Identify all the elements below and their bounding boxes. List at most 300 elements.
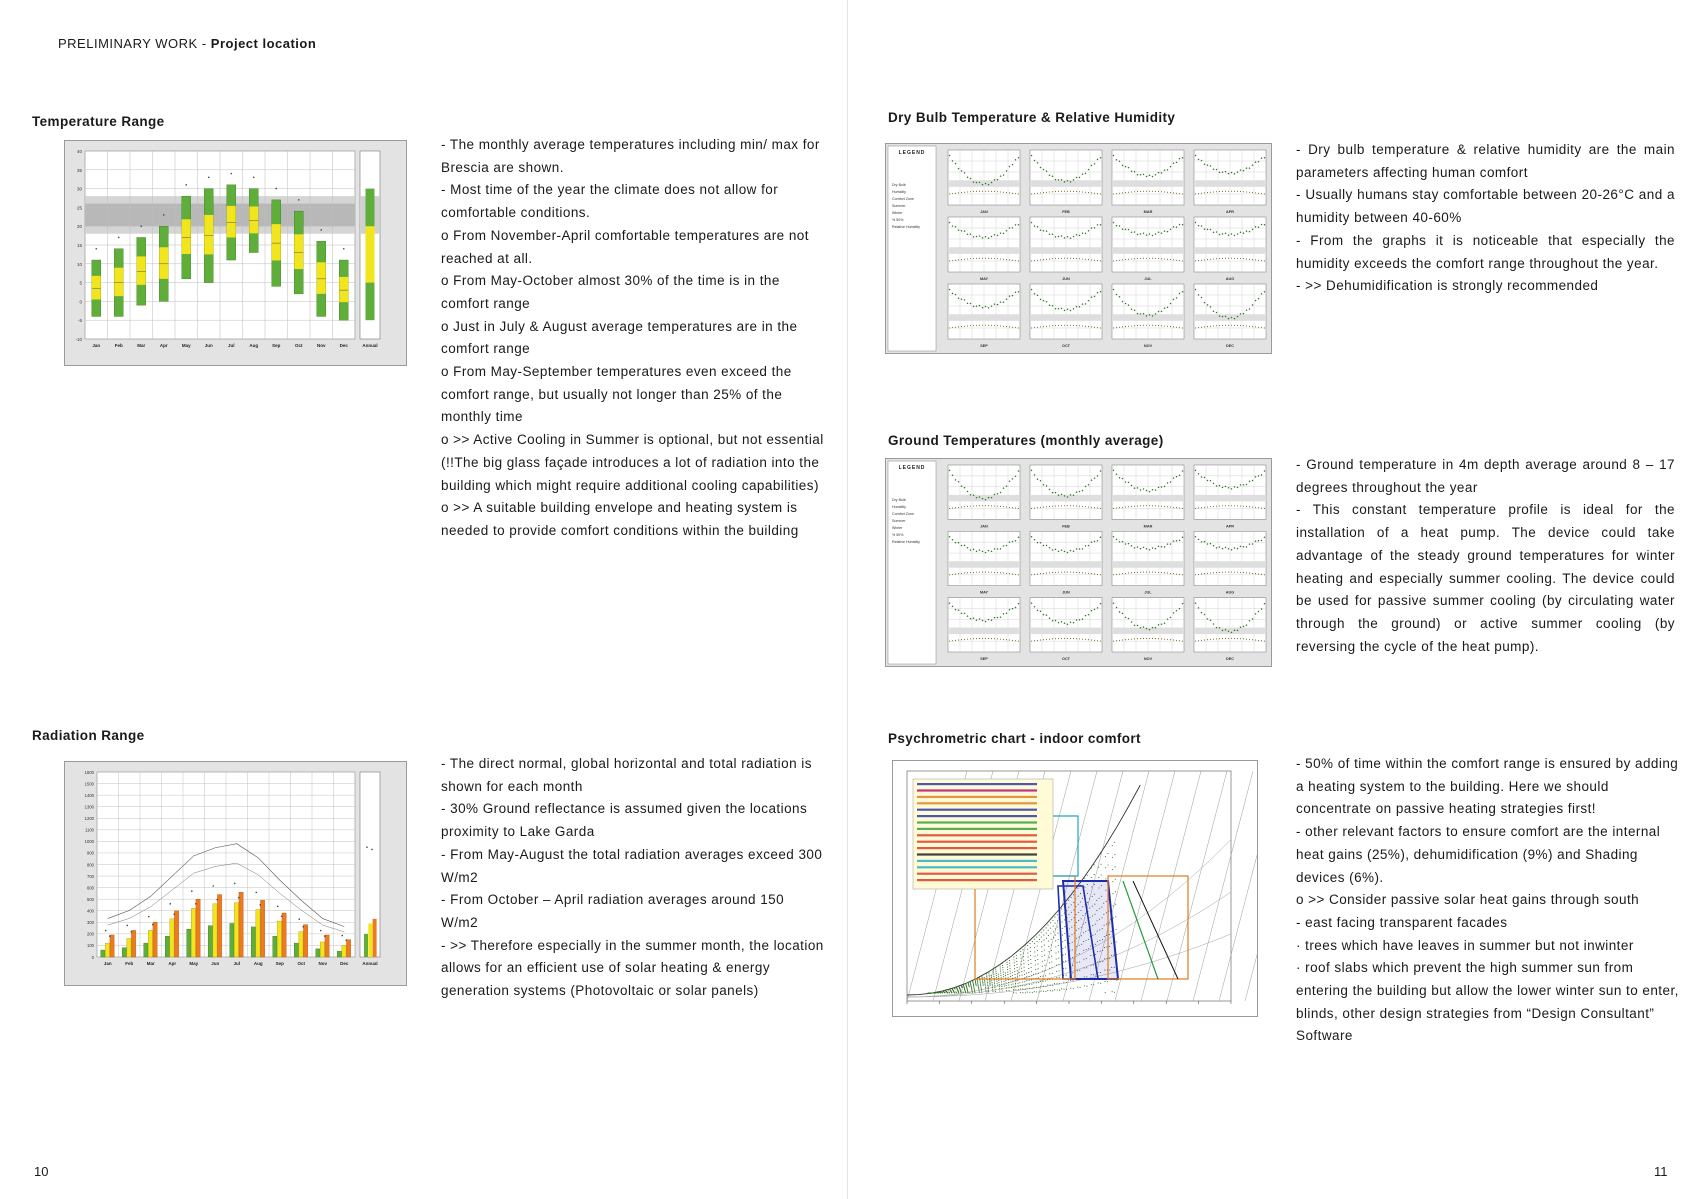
climate-hour-point <box>955 991 956 992</box>
humidity-point <box>1167 618 1169 620</box>
climate-hour-point <box>988 991 989 992</box>
temperature-point <box>1149 191 1150 192</box>
strategy-row <box>917 796 1037 798</box>
humidity-point <box>961 545 963 547</box>
humidity-point <box>1243 546 1245 548</box>
temperature-point <box>1146 258 1147 259</box>
psychrometric-chart <box>892 760 1258 1017</box>
month-label: JUN <box>1062 277 1070 281</box>
y-tick-label: 200 <box>87 931 94 937</box>
climate-hour-point <box>1041 937 1042 938</box>
radiation-bar <box>208 926 212 957</box>
radiation-bar <box>217 895 221 957</box>
climate-hour-point <box>1051 967 1052 968</box>
climate-hour-point <box>1028 972 1029 973</box>
month-label: Dec <box>340 961 349 966</box>
temperature-point <box>1043 639 1044 640</box>
humidity-point <box>1195 155 1197 157</box>
humidity-point <box>1164 230 1166 232</box>
temperature-point <box>1152 258 1153 259</box>
month-label: MAR <box>1143 524 1153 529</box>
climate-hour-point <box>1008 985 1009 986</box>
humidity-point <box>1031 222 1033 224</box>
humidity-point <box>1018 291 1020 293</box>
climate-hour-point <box>1048 930 1049 931</box>
humidity-point <box>1052 492 1054 494</box>
temperature-point <box>1097 327 1098 328</box>
temperature-point <box>1210 506 1211 507</box>
temperature-point <box>1204 640 1205 641</box>
climate-hour-point <box>1045 980 1046 981</box>
humidity-point <box>1198 607 1200 609</box>
humidity-point <box>1255 226 1257 228</box>
humidity-point <box>994 179 996 181</box>
temperature-point <box>1006 326 1007 327</box>
temperature-point <box>985 325 986 326</box>
humidity-point <box>1258 226 1260 228</box>
humidity-point <box>1228 548 1230 550</box>
temperature-point <box>1164 325 1165 326</box>
temperature-point <box>1152 325 1153 326</box>
radiation-point <box>259 904 261 906</box>
climate-hour-point <box>1005 980 1006 981</box>
climate-hour-point <box>1055 923 1056 924</box>
climate-hour-point <box>1008 982 1009 983</box>
temperature-point <box>1094 327 1095 328</box>
humidity-point <box>949 470 951 472</box>
humidity-point <box>973 236 975 238</box>
temperature-point <box>1006 259 1007 260</box>
temperature-point <box>1243 325 1244 326</box>
humidity-point <box>1222 316 1224 318</box>
temperature-point <box>1231 258 1232 259</box>
humidity-point <box>1052 549 1054 551</box>
climate-hour-point <box>1048 940 1049 941</box>
temperature-point <box>1246 325 1247 326</box>
climate-hour-point <box>1015 983 1016 984</box>
y-tick-label: 10 <box>76 261 82 267</box>
temperature-point <box>961 573 962 574</box>
temperature-point <box>1176 574 1177 575</box>
temperature-point <box>1058 325 1059 326</box>
temperature-point <box>976 572 977 573</box>
humidity-point <box>1134 231 1136 233</box>
temperature-point <box>1240 638 1241 639</box>
drybulb-title: Dry Bulb Temperature & Relative Humidity <box>888 110 1176 125</box>
temperature-point <box>1225 505 1226 506</box>
climate-hour-point <box>1055 928 1056 929</box>
humidity-point <box>1137 234 1139 236</box>
temperature-point <box>1240 191 1241 192</box>
climate-hour-point <box>963 984 964 985</box>
climate-hour-point <box>1013 992 1014 993</box>
temperature-point <box>1119 574 1120 575</box>
temperature-point <box>1070 325 1071 326</box>
climate-hour-point <box>980 983 981 984</box>
humidity-point <box>1167 169 1169 171</box>
paragraph: - >> Dehumidification is strongly recommended <box>1296 278 1599 294</box>
temperature-point <box>955 640 956 641</box>
temperature-point <box>1264 260 1265 261</box>
climate-hour-point <box>997 985 998 986</box>
temperature-point <box>1097 260 1098 261</box>
radiation-bar <box>303 925 307 957</box>
humidity-point <box>985 621 987 623</box>
y-tick-label: 1500 <box>84 781 94 787</box>
humidity-point <box>979 549 981 551</box>
temperature-point <box>1261 574 1262 575</box>
radiation-point <box>281 916 283 918</box>
climate-hour-point <box>993 976 994 977</box>
y-tick-label: 900 <box>87 850 94 856</box>
climate-hour-point <box>1021 968 1022 969</box>
climate-hour-point <box>987 983 988 984</box>
climate-hour-point <box>1053 937 1054 938</box>
humidity-point <box>985 499 987 501</box>
climate-hour-point <box>1027 988 1028 989</box>
temperature-point <box>1137 191 1138 192</box>
temperature-point <box>1100 641 1101 642</box>
humidity-point <box>1055 549 1057 551</box>
temperature-point <box>1018 574 1019 575</box>
climate-hour-point <box>984 983 985 984</box>
temperature-point <box>1198 574 1199 575</box>
radiation-point <box>234 883 236 885</box>
humidity-point <box>1264 537 1266 539</box>
temperature-point <box>964 192 965 193</box>
climate-hour-point <box>1024 970 1025 971</box>
temperature-point <box>1164 191 1165 192</box>
climate-hour-point <box>1049 962 1050 963</box>
temperature-point <box>1070 191 1071 192</box>
humidity-point <box>1228 234 1230 236</box>
climate-hour-point <box>998 976 999 977</box>
temperature-point <box>958 573 959 574</box>
temperature-point <box>1125 326 1126 327</box>
humidity-point <box>991 305 993 307</box>
month-label: OCT <box>1061 344 1071 348</box>
y-tick-label: 15 <box>76 243 82 248</box>
humidity-point <box>1161 546 1163 548</box>
temp-max-point <box>275 188 277 190</box>
temperature-point <box>1243 258 1244 259</box>
humidity-point <box>1204 228 1206 230</box>
y-tick-label: 35 <box>76 167 82 173</box>
climate-hour-point <box>1001 977 1002 978</box>
month-label: Feb <box>114 343 123 348</box>
radiation-point <box>173 913 175 915</box>
humidity-point <box>1134 487 1136 489</box>
humidity-point <box>991 550 993 552</box>
humidity-point <box>1240 484 1242 486</box>
paragraph: - This constant temperature profile is ideal for the installation of a heat pump. The device could take advantage of the steady ground temperatures for winter heating and especially summer cooling. The device could be used for passive summer cooling (by circulating water through the ground) or active summer cooling (by reversing the cycle of the heat pump). <box>1296 502 1675 654</box>
strategy-row <box>917 802 1037 804</box>
month-label: DEC <box>1225 657 1235 661</box>
humidity-point <box>1155 627 1157 629</box>
temperature-point <box>1100 327 1101 328</box>
humidity-point <box>1195 536 1197 538</box>
humidity-point <box>1140 174 1142 176</box>
humidity-point <box>1055 620 1057 622</box>
climate-hour-point <box>1043 930 1044 931</box>
temperature-point <box>1088 639 1089 640</box>
temperature-point <box>1122 192 1123 193</box>
temperature-point <box>1231 325 1232 326</box>
humidity-point <box>1018 603 1020 605</box>
humidity-point <box>1034 474 1036 476</box>
climate-hour-point <box>1107 842 1108 843</box>
temp-max-point <box>208 177 210 179</box>
temperature-point <box>1167 326 1168 327</box>
temperature-point <box>1031 508 1032 509</box>
humidity-point <box>949 155 951 157</box>
climate-hour-point <box>1001 986 1002 987</box>
humidity-point <box>1210 306 1212 308</box>
temperature-point <box>1076 191 1077 192</box>
temperature-point <box>994 572 995 573</box>
climate-hour-point <box>1001 988 1002 989</box>
temperature-point <box>967 258 968 259</box>
page-gutter <box>847 0 848 1199</box>
temperature-point <box>1058 638 1059 639</box>
temperature-point <box>1134 638 1135 639</box>
temperature-point <box>1125 192 1126 193</box>
temperature-point <box>964 506 965 507</box>
humidity-point <box>1261 224 1263 226</box>
temperature-point <box>1182 260 1183 261</box>
temperature-point <box>1143 258 1144 259</box>
climate-hour-point <box>1039 934 1040 935</box>
humidity-point <box>1182 470 1184 472</box>
temperature-point <box>1003 259 1004 260</box>
climate-hour-point <box>994 985 995 986</box>
humidity-point <box>964 545 966 547</box>
temperature-point <box>982 638 983 639</box>
temperature-point <box>1125 507 1126 508</box>
temperature-point <box>1173 640 1174 641</box>
climate-hour-point <box>1049 973 1050 974</box>
climate-hour-point <box>1051 950 1052 951</box>
temperature-point <box>991 258 992 259</box>
temperature-point <box>1015 260 1016 261</box>
humidity-point <box>1088 169 1090 171</box>
climate-hour-point <box>978 987 979 988</box>
climate-hour-point <box>1084 985 1085 986</box>
humidity-point <box>1094 477 1096 479</box>
temperature-point <box>1122 259 1123 260</box>
humidity-point <box>1149 549 1151 551</box>
climate-hour-point <box>1065 968 1066 969</box>
temperature-point <box>1061 572 1062 573</box>
humidity-point <box>1234 547 1236 549</box>
humidity-point <box>1037 478 1039 480</box>
humidity-point <box>961 485 963 487</box>
climate-hour-point <box>1063 982 1064 983</box>
humidity-point <box>1164 486 1166 488</box>
humidity-point <box>1000 492 1002 494</box>
temperature-point <box>1207 573 1208 574</box>
temperature-point <box>1064 258 1065 259</box>
temperature-point <box>1219 325 1220 326</box>
humidity-point <box>1049 489 1051 491</box>
month-label: AUG <box>1225 277 1235 281</box>
temperature-point <box>1006 507 1007 508</box>
temperature-point <box>1082 258 1083 259</box>
temperature-point <box>1204 259 1205 260</box>
climate-hour-point <box>985 984 986 985</box>
y-tick-label: 700 <box>87 873 94 879</box>
climate-hour-point <box>987 982 988 983</box>
climate-hour-point <box>1021 964 1022 965</box>
humidity-point <box>1216 485 1218 487</box>
humidity-point <box>1064 310 1066 312</box>
climate-hour-point <box>1026 984 1027 985</box>
y-tick-label: 25 <box>76 205 82 211</box>
temperature-point <box>1213 572 1214 573</box>
climate-hour-point <box>1050 933 1051 934</box>
climate-hour-point <box>1035 973 1036 974</box>
temperature-point <box>1073 325 1074 326</box>
temperature-point <box>1040 326 1041 327</box>
humidity-point <box>1070 310 1072 312</box>
temperature-point <box>1076 325 1077 326</box>
temperature-point <box>1012 574 1013 575</box>
climate-hour-point <box>982 982 983 983</box>
temperature-point <box>1173 507 1174 508</box>
climate-hour-point <box>1024 974 1025 975</box>
climate-hour-point <box>1022 985 1023 986</box>
strategy-row <box>917 821 1037 823</box>
strategy-row <box>917 873 1037 875</box>
temperature-point <box>967 325 968 326</box>
humidity-point <box>1088 230 1090 232</box>
legend-item: Winter <box>892 526 903 530</box>
climate-hour-point <box>989 975 990 976</box>
humidity-point <box>1073 550 1075 552</box>
humidity-point <box>1216 312 1218 314</box>
humidity-point <box>1131 231 1133 233</box>
climate-hour-point <box>1028 956 1029 957</box>
climate-hour-point <box>994 980 995 981</box>
climate-hour-point <box>991 980 992 981</box>
temperature-point <box>1143 572 1144 573</box>
month-label: Dec <box>339 343 348 348</box>
climate-hour-point <box>1042 971 1043 972</box>
humidity-point <box>1031 470 1033 472</box>
climate-hour-point <box>952 988 953 989</box>
climate-hour-point <box>1030 959 1031 960</box>
humidity-point <box>1213 483 1215 485</box>
temperature-point <box>1258 193 1259 194</box>
humidity-point <box>1143 547 1145 549</box>
humidity-point <box>1015 224 1017 226</box>
climate-hour-point <box>1055 952 1056 953</box>
humidity-point <box>1049 304 1051 306</box>
climate-hour-point <box>1009 990 1010 991</box>
month-label: JUL <box>1144 590 1152 595</box>
paragraph: o From May-October almost 30% of the time is in the comfort range <box>441 273 780 311</box>
humidity-point <box>1198 225 1200 227</box>
humidity-point <box>1176 540 1178 542</box>
temperature-point <box>1225 258 1226 259</box>
humidity-point <box>1113 536 1115 538</box>
humidity-point <box>1261 158 1263 160</box>
temperature-point <box>1018 508 1019 509</box>
y-tick-label: 5 <box>79 280 82 286</box>
climate-hour-point <box>1091 984 1092 985</box>
humidity-point <box>1198 159 1200 161</box>
climate-hour-point <box>1003 981 1004 982</box>
humidity-point <box>1076 234 1078 236</box>
climate-hour-point <box>1004 983 1005 984</box>
radiation-range-chart <box>64 761 407 986</box>
temperature-point <box>1097 193 1098 194</box>
climate-hour-point <box>1036 937 1037 938</box>
humidity-point <box>1073 236 1075 238</box>
temperature-point <box>1228 505 1229 506</box>
radiation-bar <box>127 939 131 958</box>
climate-hour-point <box>1009 960 1010 961</box>
humidity-point <box>997 235 999 237</box>
humidity-point <box>1179 293 1181 295</box>
climate-hour-point <box>1014 965 1015 966</box>
month-label: Sep <box>275 961 284 966</box>
climate-hour-point <box>1029 988 1030 989</box>
humidity-point <box>1116 607 1118 609</box>
humidity-point <box>1137 487 1139 489</box>
temperature-point <box>1113 260 1114 261</box>
climate-hour-point <box>947 989 948 990</box>
humidity-point <box>1231 549 1233 551</box>
climate-hour-point <box>1031 984 1032 985</box>
comfort-band <box>948 314 1020 321</box>
climate-hour-point <box>988 973 989 974</box>
climate-hour-point <box>1019 972 1020 973</box>
humidity-point <box>1258 611 1260 613</box>
temperature-point <box>1015 574 1016 575</box>
climate-hour-point <box>987 987 988 988</box>
temp-max-point <box>253 177 255 179</box>
climate-hour-point <box>975 980 976 981</box>
comfort-band <box>1030 180 1102 187</box>
humidity-point <box>1264 291 1266 293</box>
humidity-point <box>982 498 984 500</box>
climate-hour-point <box>1058 951 1059 952</box>
climate-hour-point <box>1014 968 1015 969</box>
humidity-point <box>1237 171 1239 173</box>
radiation-bar <box>170 919 174 957</box>
humidity-point <box>1201 160 1203 162</box>
climate-hour-point <box>945 990 946 991</box>
temperature-point <box>1043 192 1044 193</box>
temperature-point <box>1119 640 1120 641</box>
humidity-point <box>1225 629 1227 631</box>
temperature-point <box>1234 258 1235 259</box>
climate-hour-point <box>1032 988 1033 989</box>
temperature-point <box>1225 325 1226 326</box>
temperature-point <box>976 638 977 639</box>
humidity-point <box>1061 549 1063 551</box>
climate-hour-point <box>1007 972 1008 973</box>
climate-hour-point <box>1042 966 1043 967</box>
temperature-point <box>1201 193 1202 194</box>
temperature-point <box>1040 192 1041 193</box>
humidity-point <box>997 304 999 306</box>
humidity-point <box>1237 487 1239 489</box>
temperature-point <box>1155 325 1156 326</box>
comfort-band <box>1112 561 1184 568</box>
climate-hour-point <box>1047 985 1048 986</box>
